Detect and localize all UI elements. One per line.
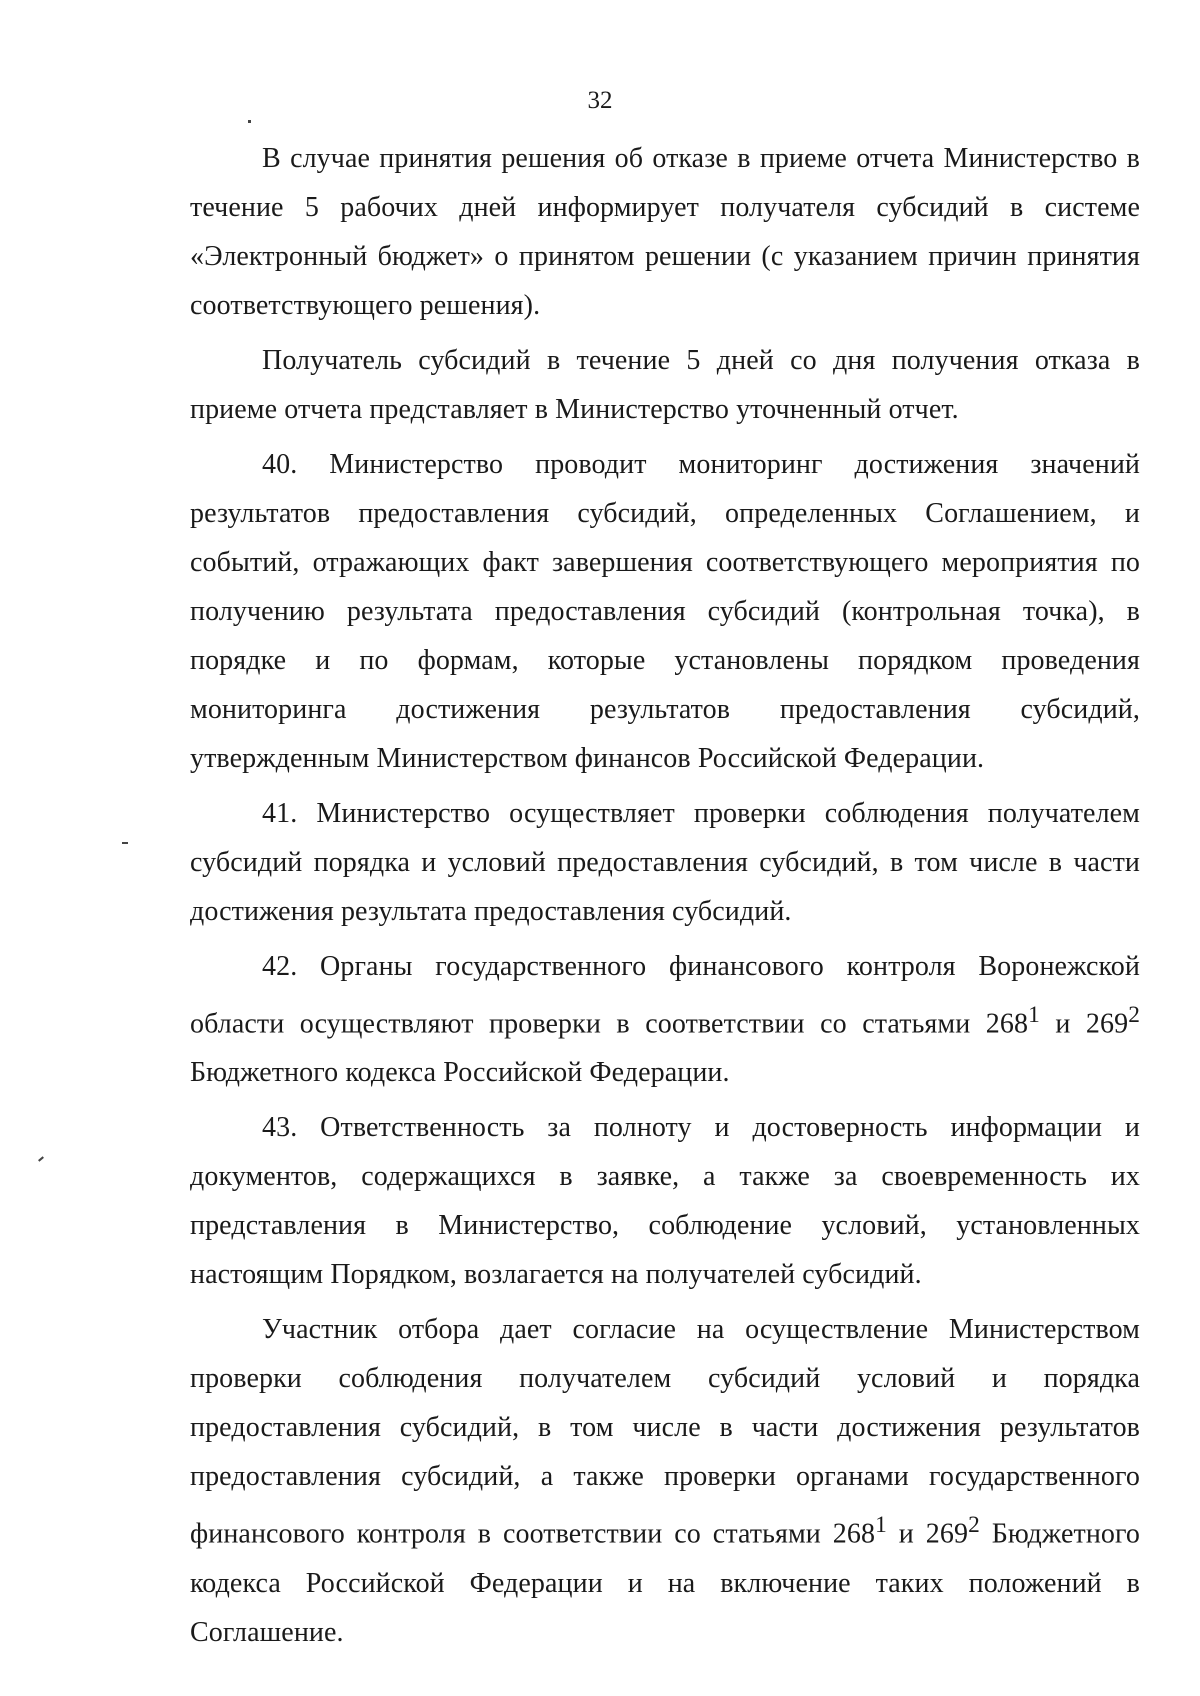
paragraph-text: и 269 [886,1518,969,1550]
paragraph-participant-consent [190,1305,1140,1656]
superscript: 2 [1128,1002,1140,1028]
paragraph-text: Бюджетного кодекса Российской Федерации и на включение таких положений в Соглашение. [190,1518,1140,1648]
paragraph-text: 42. Органы государственного финансового контроля Воронежской области осуществляют проверки в соответствии со статьями 268 [190,951,1140,1040]
scan-speck [248,120,251,123]
paragraph-text: 41. Министерство осуществляет проверки соблюдения получателем субсидий порядка и условий предоставления субсидий, в том числе в части достижения результата предоставления субсидий. [190,798,1140,927]
paragraph-clause-40 [190,440,1140,783]
scan-speck [122,842,128,844]
document-body [190,134,1140,1657]
paragraph-clause-42 [190,942,1140,1097]
page-number: 32 [587,87,613,114]
paragraph-clause-43 [190,1103,1140,1299]
paragraph-revised-report [190,336,1140,434]
paragraph-text: Участник отбора дает согласие на осуществление Министерством проверки соблюдения получателем субсидий условий и порядка предоставления субсидий, в том числе в части достижения результатов предоставления субсидий, а также проверки органами государственного финансового контроля в соответствии со статьями 268 [190,1314,1140,1550]
paragraph-text: 43. Ответственность за полноту и достоверность информации и документов, содержащихся в заявке, а также за своевременность их представления в Министерство, соблюдение условий, установленных настоящим Порядком, возлагается на получателей субсидий. [190,1112,1140,1291]
paragraph-text: и 269 [1039,1008,1129,1040]
superscript: 2 [968,1512,980,1539]
paragraph-report-rejection [190,134,1140,330]
superscript: 1 [875,1512,887,1539]
scan-speck [38,1156,44,1161]
superscript: 1 [1028,1002,1040,1028]
paragraph-text: Получатель субсидий в течение 5 дней со дня получения отказа в приеме отчета представляет в Министерство уточненный отчет. [190,345,1140,425]
paragraph-text: Бюджетного кодекса Российской Федерации. [190,1057,730,1089]
paragraph-clause-41 [190,789,1140,936]
paragraph-text: 40. Министерство проводит мониторинг достижения значений результатов предоставления субсидий, определенных Соглашением, и событий, отражающих факт завершения соответствующего мероприятия по получению результата предоставления субсидий (контрольная точка), в порядке и по формам, которые установлены порядком проведения мониторинга достижения результатов предоставления субсидий, утвержденным Министерством финансов Российской Федерации. [190,449,1140,774]
paragraph-text: В случае принятия решения об отказе в приеме отчета Министерство в течение 5 рабочих дней информирует получателя субсидий в системе «Электронный бюджет» о принятом решении (с указанием причин принятия соответствующего решения). [190,143,1140,321]
